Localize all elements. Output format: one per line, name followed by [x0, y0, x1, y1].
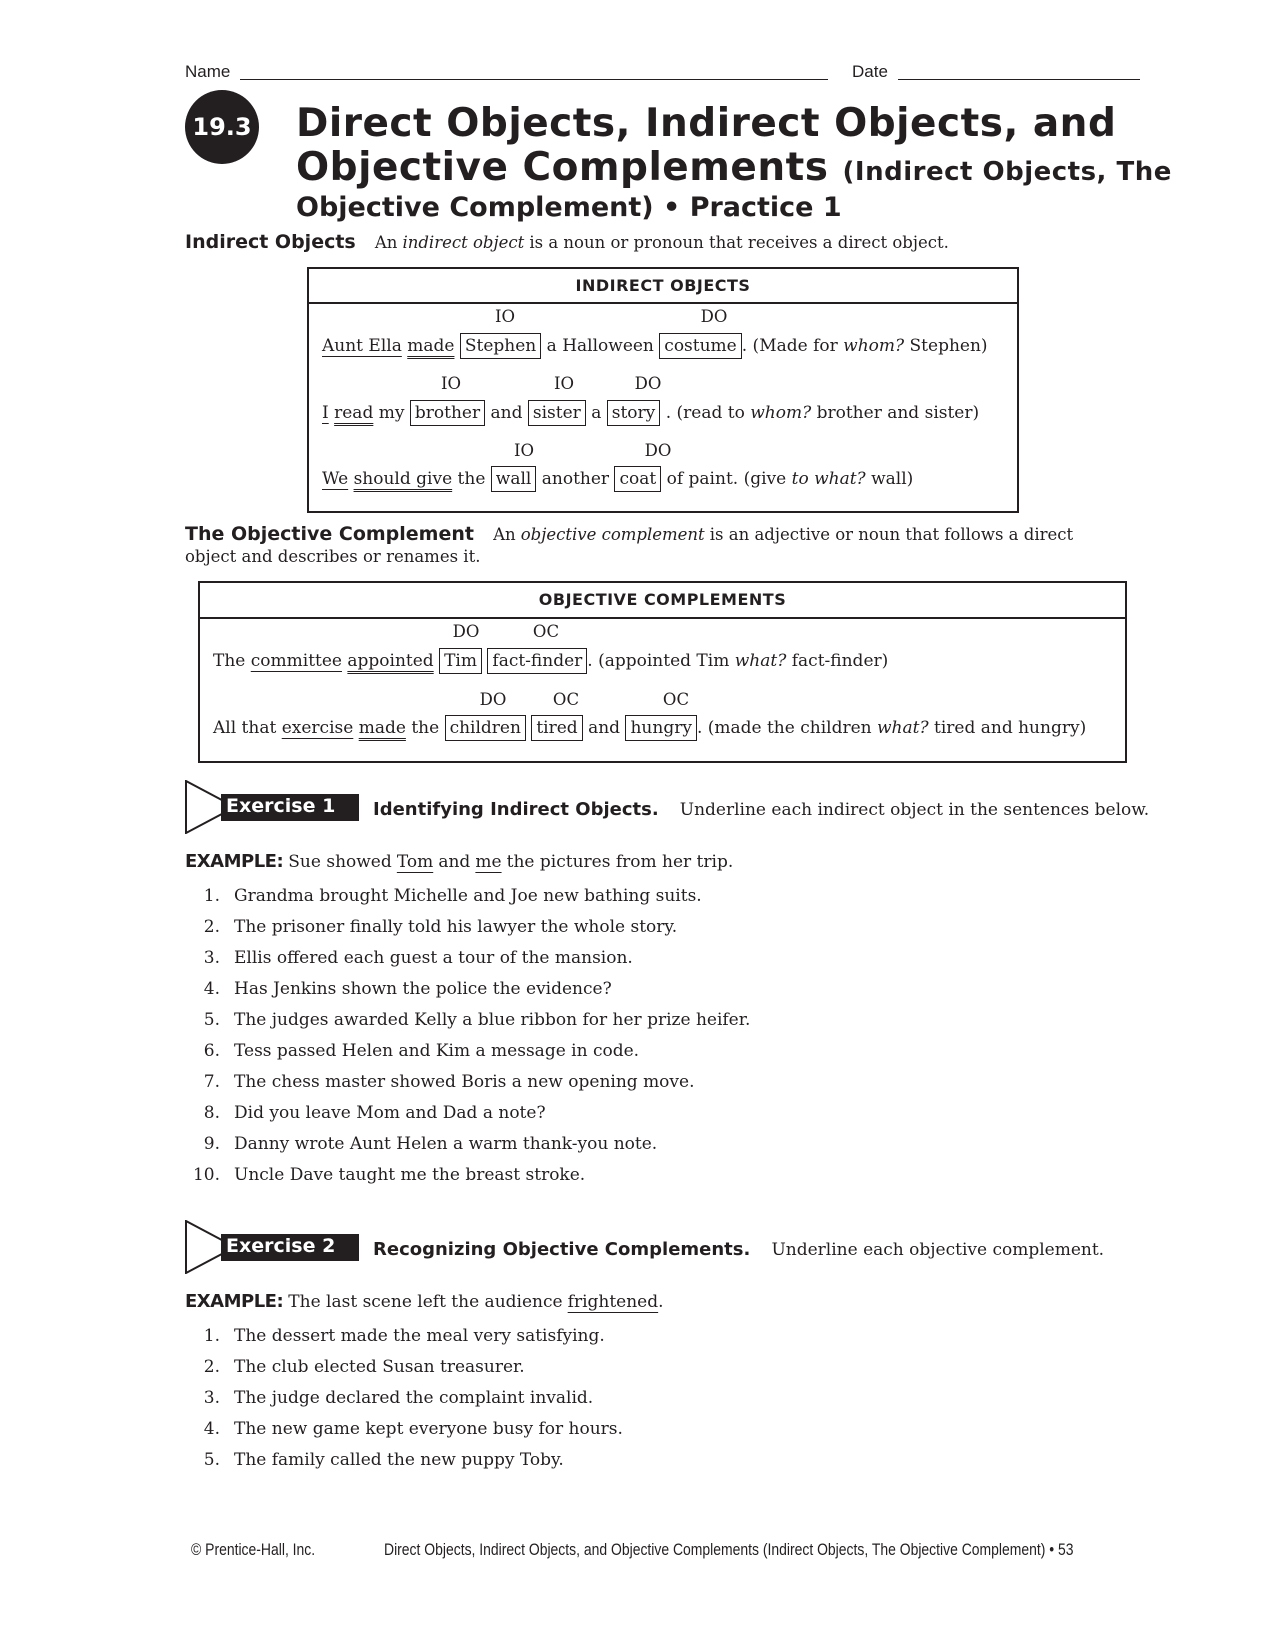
oc-example-2	[213, 718, 1086, 738]
text: All that	[213, 718, 277, 738]
date-field[interactable]	[898, 79, 1140, 80]
indirect-objects-definition	[185, 231, 949, 254]
list-item[interactable]: 4. The new game kept everyone busy for hours.	[203, 1419, 623, 1439]
direct-object-box: children	[445, 715, 526, 741]
example-text: the pictures from her trip.	[506, 852, 734, 872]
name-label: Name	[185, 62, 231, 81]
example-text: Sue showed	[288, 852, 392, 872]
tail: . (appointed Tim	[587, 651, 730, 671]
indirect-objects-heading: Indirect Objects	[185, 231, 356, 253]
tail-question: what?	[877, 718, 929, 738]
text: a	[591, 403, 602, 423]
exercise-1-label: Exercise 1	[226, 795, 336, 817]
list-item[interactable]: 5. The judges awarded Kelly a blue ribbon for her prize heifer.	[203, 1010, 751, 1030]
text: The	[213, 651, 246, 671]
example-text: .	[658, 1292, 664, 1312]
indirect-object-box: brother	[410, 400, 485, 426]
page-subtitle: Objective Complement) • Practice 1	[296, 192, 842, 223]
do-label: DO	[644, 441, 672, 460]
example-underlined: Tom	[396, 852, 434, 872]
indirect-objects-table-title: INDIRECT OBJECTS	[309, 269, 1017, 304]
io-example-1	[322, 336, 988, 356]
oc-def-line-2: object and describes or renames it.	[185, 547, 481, 566]
indirect-object-box: sister	[528, 400, 586, 426]
verb: appointed	[347, 651, 434, 671]
text: a Halloween	[546, 336, 654, 356]
date-label: Date	[852, 62, 888, 81]
list-item[interactable]: 4. Has Jenkins shown the police the evidence?	[203, 979, 612, 999]
exercise-1-example	[185, 851, 733, 872]
example-label: EXAMPLE:	[185, 1291, 284, 1312]
verb: made	[407, 336, 455, 356]
example-text: The last scene left the audience	[288, 1292, 563, 1312]
do-label: DO	[452, 622, 480, 641]
io-def-post: is a noun or pronoun that receives a direct object.	[529, 233, 949, 252]
example-underlined: me	[475, 852, 502, 872]
text: the	[457, 469, 486, 489]
io-example-2	[322, 403, 979, 423]
oc-label: OC	[662, 690, 690, 709]
direct-object-box: coat	[614, 466, 661, 492]
exercise-2-title: Recognizing Objective Complements.	[373, 1239, 751, 1260]
oc-def-pre: An	[493, 525, 516, 544]
text: my	[378, 403, 405, 423]
objective-complement-box: hungry	[625, 715, 696, 741]
tail-answer: tired and hungry)	[934, 718, 1087, 738]
exercise-1-list	[190, 881, 750, 1191]
exercise-1-instruction: Underline each indirect object in the sentences below.	[679, 800, 1150, 820]
oc-example-1	[213, 651, 888, 671]
direct-object-box: Tim	[439, 648, 482, 674]
text: and	[588, 718, 621, 738]
subject: I	[322, 403, 329, 423]
tail-answer: fact-finder)	[791, 651, 889, 671]
section-number: 19.3	[192, 113, 252, 141]
io-label: IO	[494, 307, 516, 326]
tail: . (read to	[665, 403, 745, 423]
title-line-2-sub: (Indirect Objects, The	[842, 157, 1172, 187]
subject: exercise	[281, 718, 354, 738]
do-label: DO	[634, 374, 662, 393]
list-item[interactable]: 7. The chess master showed Boris a new opening move.	[203, 1072, 695, 1092]
tail-question: to what?	[791, 469, 866, 489]
example-label: EXAMPLE:	[185, 851, 284, 872]
oc-def-term: objective complement	[520, 525, 705, 544]
objective-complement-box: tired	[531, 715, 582, 741]
tail-answer: brother and sister)	[816, 403, 980, 423]
verb: should give	[353, 469, 453, 489]
tail-question: whom?	[750, 403, 812, 423]
title-line-2	[296, 146, 1196, 194]
exercise-1-title: Identifying Indirect Objects.	[373, 799, 659, 820]
verb: read	[334, 403, 374, 423]
objective-complement-box: fact-finder	[487, 648, 587, 674]
list-item[interactable]: 10. Uncle Dave taught me the breast stroke.	[192, 1165, 586, 1185]
example-underlined: frightened	[567, 1292, 659, 1312]
tail: . (Made for	[741, 336, 838, 356]
io-example-3	[322, 469, 913, 489]
exercise-1-heading	[373, 799, 1149, 820]
subject: We	[322, 469, 349, 489]
direct-object-box: costume	[659, 333, 741, 359]
list-item[interactable]: 1. The dessert made the meal very satisfying.	[203, 1326, 605, 1346]
text: another	[541, 469, 610, 489]
title-line-2-main: Objective Complements	[296, 145, 829, 190]
subject: committee	[250, 651, 342, 671]
tail: of paint. (give	[666, 469, 787, 489]
text: the	[411, 718, 440, 738]
indirect-object-box: Stephen	[460, 333, 541, 359]
verb: made	[358, 718, 406, 738]
io-label: IO	[553, 374, 575, 393]
tail-question: what?	[734, 651, 787, 671]
objective-complement-heading: The Objective Complement	[185, 523, 474, 545]
objective-complements-table-title: OBJECTIVE COMPLEMENTS	[200, 583, 1125, 619]
subject: Aunt Ella	[322, 336, 402, 356]
list-item[interactable]: 2. The prisoner finally told his lawyer the whole story.	[203, 917, 678, 937]
page-title	[296, 102, 1196, 194]
list-item[interactable]: 8. Did you leave Mom and Dad a note?	[203, 1103, 546, 1123]
do-label: DO	[700, 307, 728, 326]
objective-complement-definition	[185, 523, 1073, 546]
list-item[interactable]: 9. Danny wrote Aunt Helen a warm thank-you note.	[203, 1134, 658, 1154]
direct-object-box: story	[607, 400, 661, 426]
io-label: IO	[440, 374, 462, 393]
name-field[interactable]	[240, 79, 828, 80]
title-line-1: Direct Objects, Indirect Objects, and	[296, 101, 1117, 146]
list-item[interactable]: 2. The club elected Susan treasurer.	[203, 1357, 525, 1377]
indirect-object-box: wall	[491, 466, 537, 492]
list-item[interactable]: 6. Tess passed Helen and Kim a message in code.	[203, 1041, 640, 1061]
section-number-badge	[185, 90, 259, 164]
tail-answer: wall)	[871, 469, 914, 489]
exercise-2-instruction: Underline each objective complement.	[771, 1240, 1105, 1260]
example-text: and	[438, 852, 471, 872]
do-label: DO	[479, 690, 507, 709]
footer-copyright: © Prentice-Hall, Inc.	[191, 1540, 316, 1559]
oc-label: OC	[552, 690, 580, 709]
io-label: IO	[513, 441, 535, 460]
io-def-pre: An	[374, 233, 398, 252]
tail-answer: Stephen)	[909, 336, 988, 356]
io-def-term: indirect object	[402, 233, 525, 252]
exercise-2-heading	[373, 1239, 1104, 1260]
footer-page-reference: Direct Objects, Indirect Objects, and Objective Complements (Indirect Objects, The Objective Complement) • 53	[384, 1540, 1074, 1559]
exercise-2-label: Exercise 2	[226, 1235, 336, 1257]
list-item[interactable]: 3. Ellis offered each guest a tour of the mansion.	[203, 948, 633, 968]
list-item[interactable]: 3. The judge declared the complaint invalid.	[203, 1388, 594, 1408]
exercise-2-list	[190, 1321, 623, 1476]
list-item[interactable]: 5. The family called the new puppy Toby.	[203, 1450, 564, 1470]
oc-label: OC	[532, 622, 560, 641]
text: and	[490, 403, 523, 423]
oc-def-post: is an adjective or noun that follows a direct	[709, 525, 1074, 544]
exercise-2-example	[185, 1291, 664, 1312]
list-item[interactable]: 1. Grandma brought Michelle and Joe new bathing suits.	[203, 886, 702, 906]
tail: . (made the children	[696, 718, 872, 738]
tail-question: whom?	[843, 336, 905, 356]
